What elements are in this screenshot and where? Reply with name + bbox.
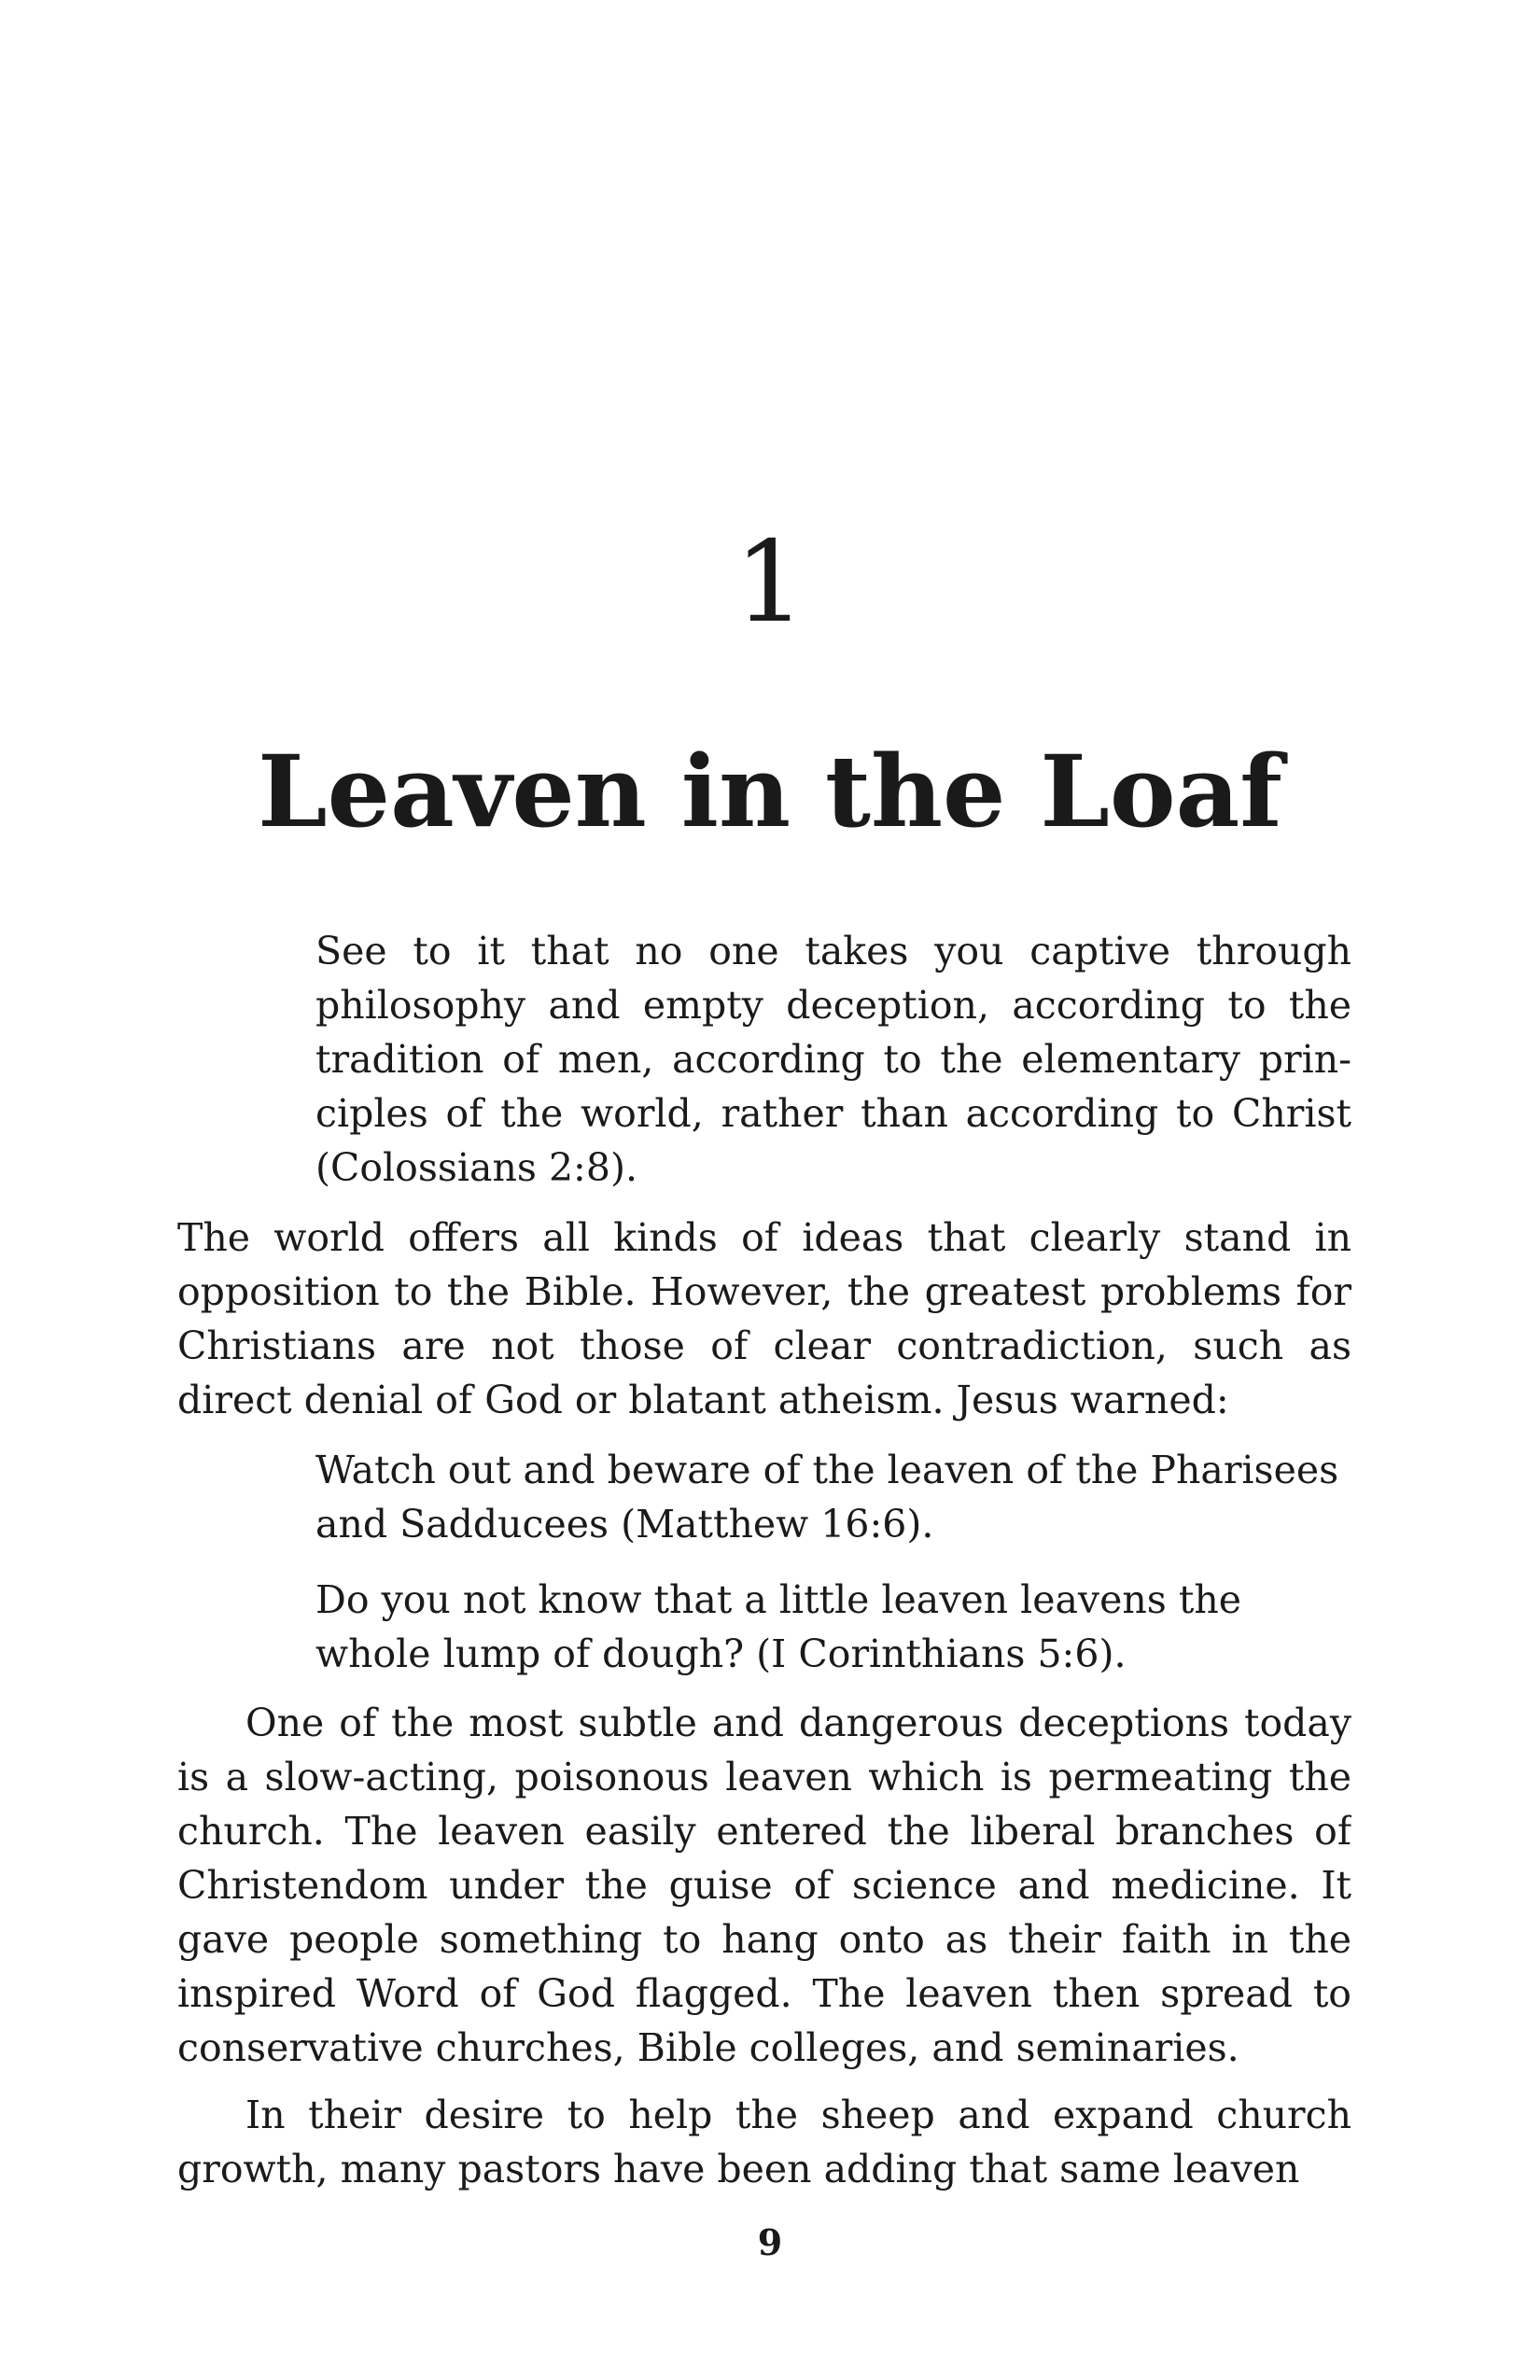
- block-quote-2: Do you not know that a little leaven leavens the whole lump of dough? (I Corinthians 5:6).: [315, 1577, 1241, 1676]
- chapter-number: 1: [734, 518, 806, 648]
- epigraph: See to it that no one takes you captive through philosophy and empty deception, according to the tradition of men, according to the elementary principles of the world, rather than according to Christ (Colossians 2:8).: [315, 929, 1351, 1190]
- body-paragraph-3: In their desire to help the sheep and expand church growth, many pastors have been adding that same leaven: [177, 2093, 1351, 2191]
- block-quote-1: Watch out and beware of the leaven of the Pharisees and Sadducees (Matthew 16:6).: [315, 1448, 1339, 1547]
- chapter-title: Leaven in the Loaf: [258, 733, 1282, 849]
- body-paragraph-2: One of the most subtle and dangerous deceptions today is a slow-acting, poisonous leaven which is permeating the church. The leaven easily entered the liberal branches of Christendom under the guise of science and medicine. It gave people something to hang onto as their faith in the inspired Word of God flagged. The leaven then spread to conservative churches, Bible colleges, and seminaries.: [177, 1701, 1351, 2070]
- body-paragraph-1: The world offers all kinds of ideas that clearly stand in opposition to the Bible. However, the greatest problems for Christians are not those of clear contradiction, such as direct denial of God or blatant atheism. Jesus warned:: [177, 1215, 1351, 1422]
- page-number: 9: [757, 2221, 783, 2263]
